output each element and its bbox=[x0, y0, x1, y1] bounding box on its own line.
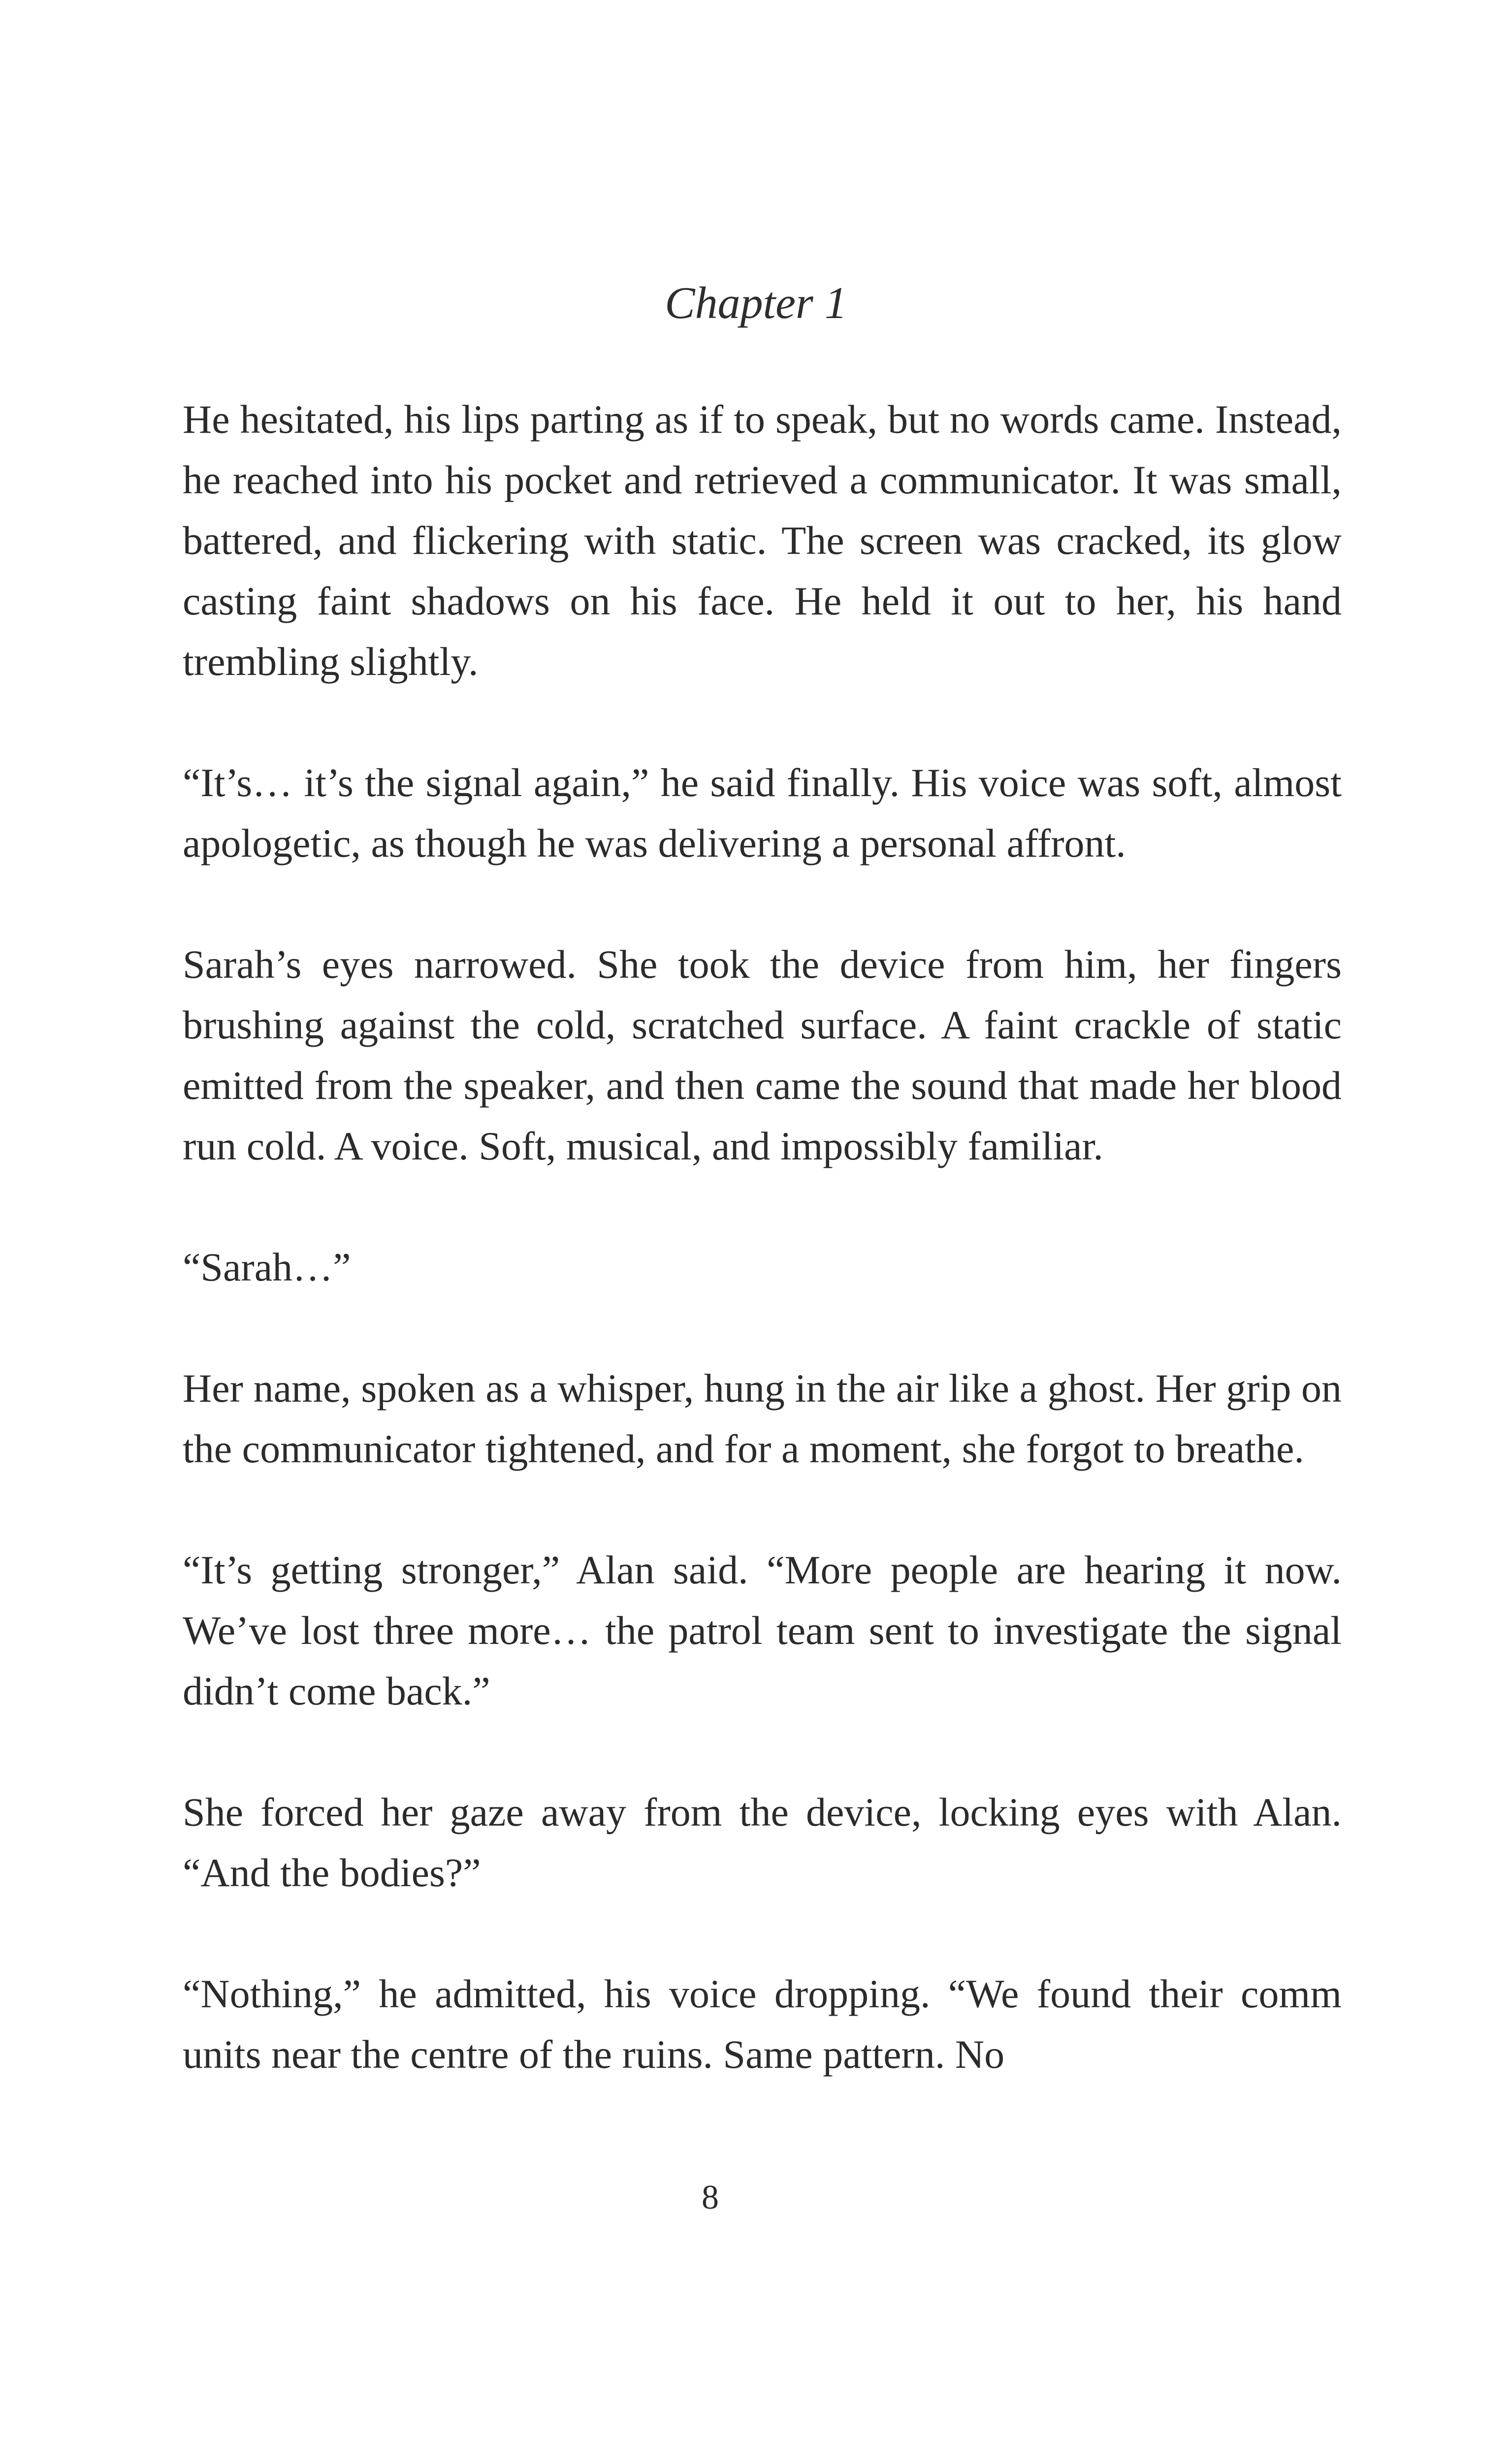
paragraph: She forced her gaze away from the device, locking eyes with Alan. “And the bodies?” bbox=[183, 1790, 1342, 1895]
paragraph: “Sarah…” bbox=[183, 1245, 351, 1289]
chapter-title: Chapter 1 bbox=[665, 278, 847, 328]
paragraph: “It’s… it’s the signal again,” he said finally. His voice was soft, almost apologetic, as though he was delivering a personal affront. bbox=[183, 760, 1342, 866]
paragraph: Her name, spoken as a whisper, hung in the air like a ghost. Her grip on the communicator tightened, and for a moment, she forgot to breathe. bbox=[183, 1366, 1342, 1471]
chapter-body bbox=[183, 389, 1342, 2145]
paragraph: Sarah’s eyes narrowed. She took the device from him, her fingers brushing against the cold, scratched surface. A faint crackle of static emitted from the speaker, and then came the sound that made her blood run cold. A voice. Soft, musical, and impossibly familiar. bbox=[183, 942, 1342, 1168]
paragraph: “It’s getting stronger,” Alan said. “More people are hearing it now. We’ve lost three more… the patrol team sent to investigate the signal didn’t come back.” bbox=[183, 1547, 1342, 1713]
paragraph: “Nothing,” he admitted, his voice dropping. “We found their comm units near the centre of the ruins. Same pattern. No bbox=[183, 1971, 1342, 2077]
page-number: 8 bbox=[702, 2179, 719, 2217]
paragraph: He hesitated, his lips parting as if to speak, but no words came. Instead, he reached into his pocket and retrieved a communicator. It was small, battered, and flickering with static. The screen was cracked, its glow casting faint shadows on his face. He held it out to her, his hand trembling slightly. bbox=[183, 397, 1342, 684]
